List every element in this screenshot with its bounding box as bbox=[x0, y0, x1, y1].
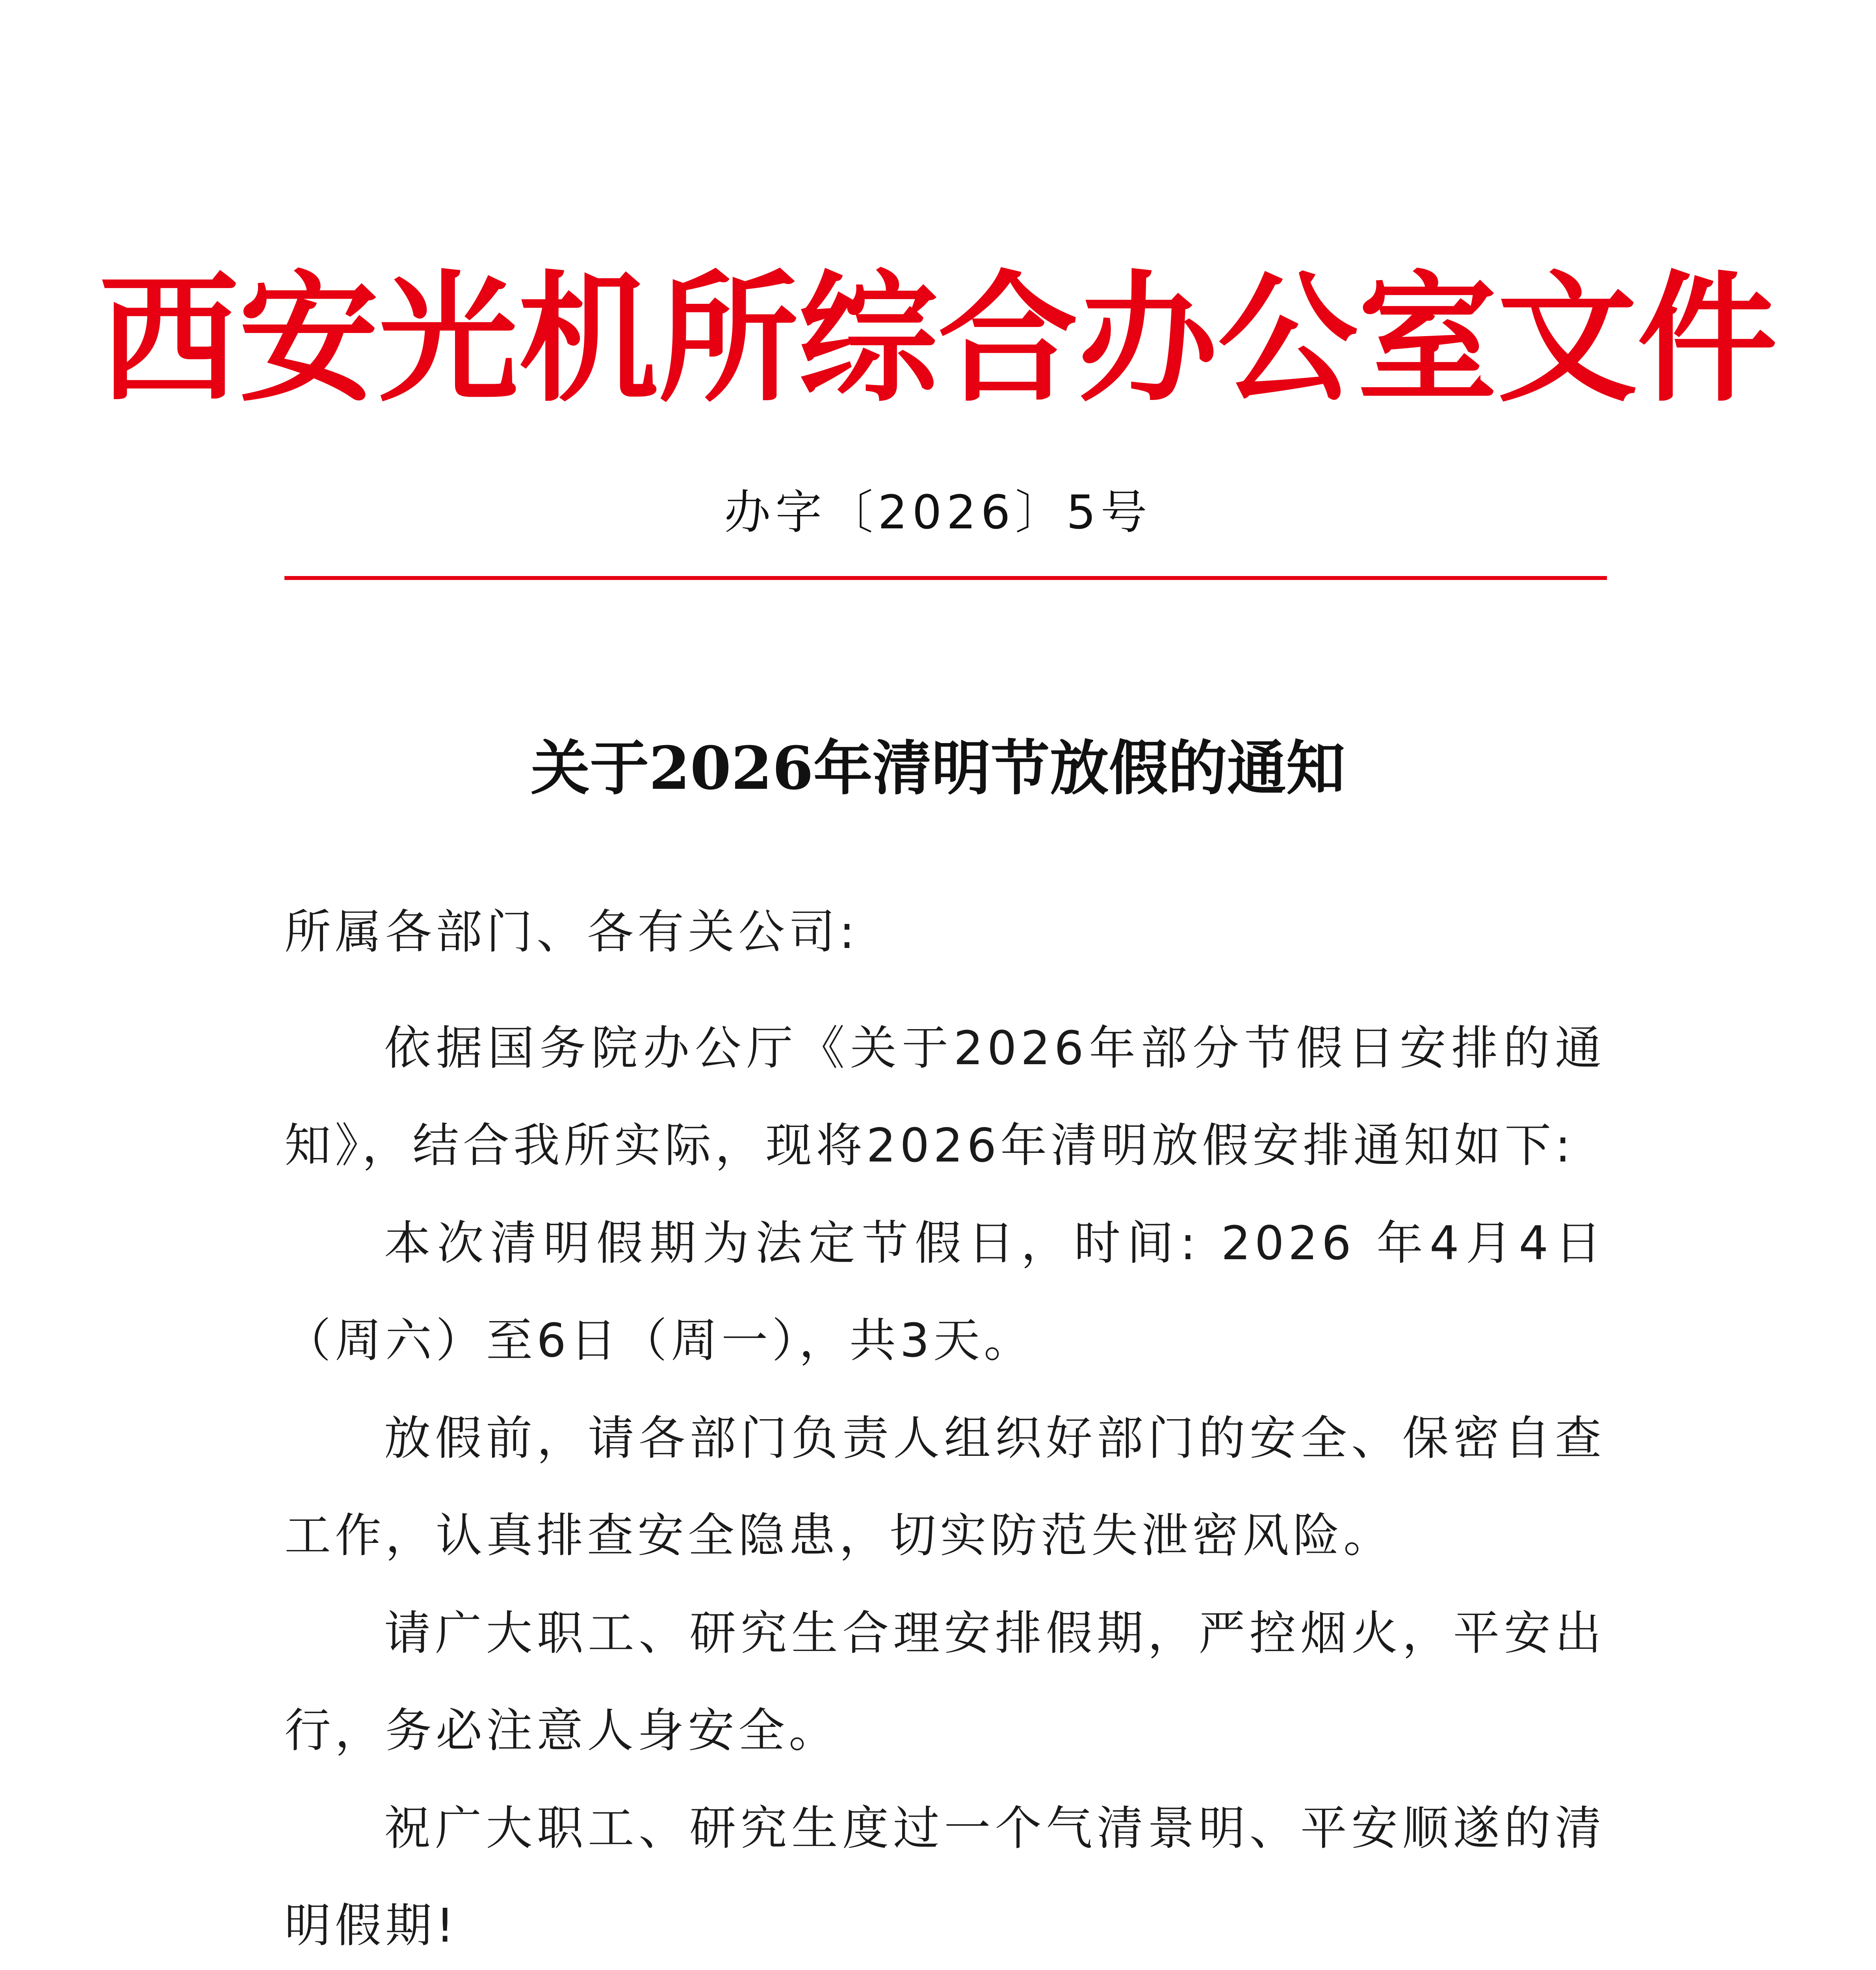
paragraph-2-line-1: 本次清明假期为法定节假日，时间: 2026 年4月4日 bbox=[384, 1216, 1605, 1270]
paragraph-3-line-2: 工作，认真排查安全隐患，切实防范失泄密风险。 bbox=[284, 1508, 1394, 1563]
paragraph-4-line-1: 请广大职工、研究生合理安排假期，严控烟火，平安出 bbox=[384, 1606, 1605, 1660]
document-header-title: 西安光机所综合办公室文件 bbox=[99, 256, 1777, 421]
document-number: 办字〔2026〕5号 bbox=[724, 485, 1152, 539]
red-header-rule bbox=[284, 576, 1607, 580]
notice-title: 关于2026年清明节放假的通知 bbox=[531, 734, 1345, 803]
paragraph-4-line-2: 行，务必注意人身安全。 bbox=[284, 1703, 840, 1758]
salutation: 所属各部门、各有关公司: bbox=[284, 905, 859, 959]
paragraph-2-line-2: （周六）至6日（周一），共3天。 bbox=[284, 1313, 1035, 1368]
paragraph-5-line-2: 明假期! bbox=[284, 1898, 459, 1953]
paragraph-5-line-1: 祝广大职工、研究生度过一个气清景明、平安顺遂的清 bbox=[384, 1801, 1605, 1855]
paragraph-1-line-2: 知》，结合我所实际，现将2026年清明放假安排通知如下: bbox=[284, 1118, 1575, 1173]
paragraph-3-line-1: 放假前，请各部门负责人组织好部门的安全、保密自查 bbox=[384, 1411, 1605, 1465]
paragraph-1-line-1: 依据国务院办公厅《关于2026年部分节假日安排的通 bbox=[384, 1021, 1605, 1075]
